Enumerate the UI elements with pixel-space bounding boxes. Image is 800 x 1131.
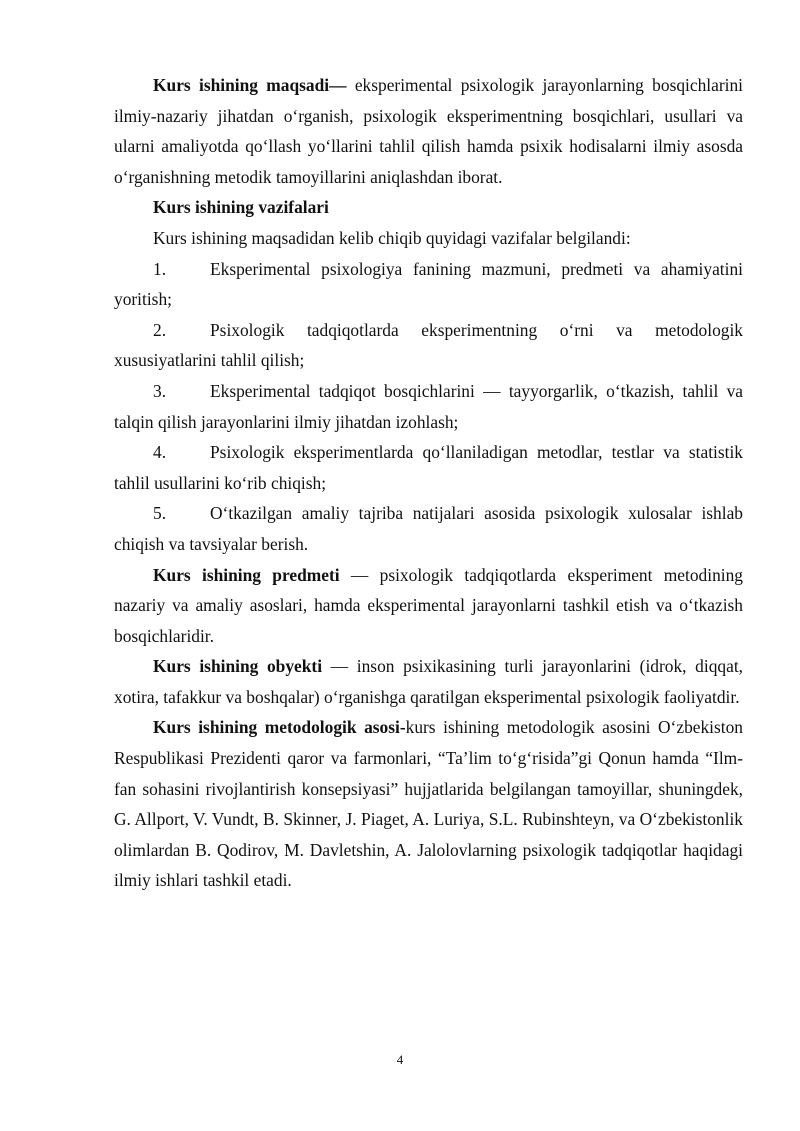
list-item-text: Eksperimental psixologiya fanining mazmuni, predmeti va ahamiyatini yoritish; — [114, 258, 743, 310]
list-item-number: 3. — [153, 380, 167, 401]
goal-text: eksperimental psixologik jarayonlarning bosqichlarini ilmiy-nazariy jihatdan o‘rganish, psixologik eksperimentning bosqichlari, usullari va ularni amaliyotda qo‘llash yo‘llarini tahlil qilish hamda psixik hodisalarni ilmiy asosda o‘rganishning metodik tamoyillarini aniqlashdan iborat. — [114, 75, 743, 187]
list-item — [114, 437, 743, 498]
subject-text: — psixologik tadqiqotlarda eksperiment metodining nazariy va amaliy asoslari, hamda eksperimental jarayonlarni tashkil etish va o‘tkazish bosqichlaridir. — [114, 564, 743, 646]
goal-label: Kurs ishining maqsadi— — [153, 75, 347, 95]
list-item-number: 5. — [153, 503, 167, 524]
method-text: kurs ishining metodologik asosini O‘zbekiston Respublikasi Prezidenti qaror va farmonlari, “Ta’lim to‘g‘risida”gi Qonun hamda “Ilm-fan sohasini rivojlantirish konsepsiyasi” hujjatlarida belgilangan tamoyillar, shuningdek, G. Allport, V. Vundt, B. Skinner, J. Piaget, A. Luriya, S.L. Rubinshteyn, va O‘zbekistonlik olimlardan B. Qodirov, M. Davletshin, A. Jalolovlarning psixologik tadqiqotlar haqidagi ilmiy ishlari tashkil etadi. — [114, 717, 743, 891]
list-item-text: Eksperimental tadqiqot bosqichlarini — tayyorgarlik, o‘tkazish, tahlil va talqin qilish jarayonlarini ilmiy jihatdan izohlash; — [114, 380, 743, 432]
method-label: Kurs ishining metodologik asosi- — [153, 717, 406, 738]
list-item-text: Psixologik eksperimentlarda qo‘llaniladigan metodlar, testlar va statistik tahlil usullarini ko‘rib chiqish; — [114, 442, 743, 493]
list-item-number: 1. — [153, 258, 167, 279]
goal-paragraph — [114, 70, 743, 192]
page-number: 4 — [396, 1052, 404, 1067]
tasks-heading-text: Kurs ishining vazifalari — [153, 197, 329, 218]
subject-paragraph — [114, 560, 743, 652]
object-text: — inson psixikasining turli jarayonlarini (idrok, diqqat, xotira, tafakkur va boshqalar) o‘rganishga qaratilgan eksperimental psixologik faoliyatdir. — [114, 656, 743, 707]
list-item-number: 4. — [153, 442, 167, 463]
subject-label: Kurs ishining predmeti — [153, 564, 340, 585]
document-body — [114, 70, 743, 896]
list-item-text: O‘tkazilgan amaliy tajriba natijalari asosida psixologik xulosalar ishlab chiqish va tavsiyalar berish. — [114, 503, 743, 554]
list-item — [114, 254, 743, 315]
list-item — [114, 315, 743, 376]
list-item — [114, 498, 743, 559]
object-paragraph — [114, 651, 743, 712]
tasks-heading — [114, 192, 743, 223]
list-item-number: 2. — [153, 319, 167, 340]
method-paragraph — [114, 712, 743, 896]
tasks-lead: Kurs ishining maqsadidan kelib chiqib quyidagi vazifalar belgilandi: — [153, 227, 631, 248]
list-item-text: Psixologik tadqiqotlarda eksperimentning o‘rni va metodologik xususiyatlarini tahlil qilish; — [114, 319, 743, 371]
list-item — [114, 376, 743, 437]
object-label: Kurs ishining obyekti — [153, 656, 323, 677]
